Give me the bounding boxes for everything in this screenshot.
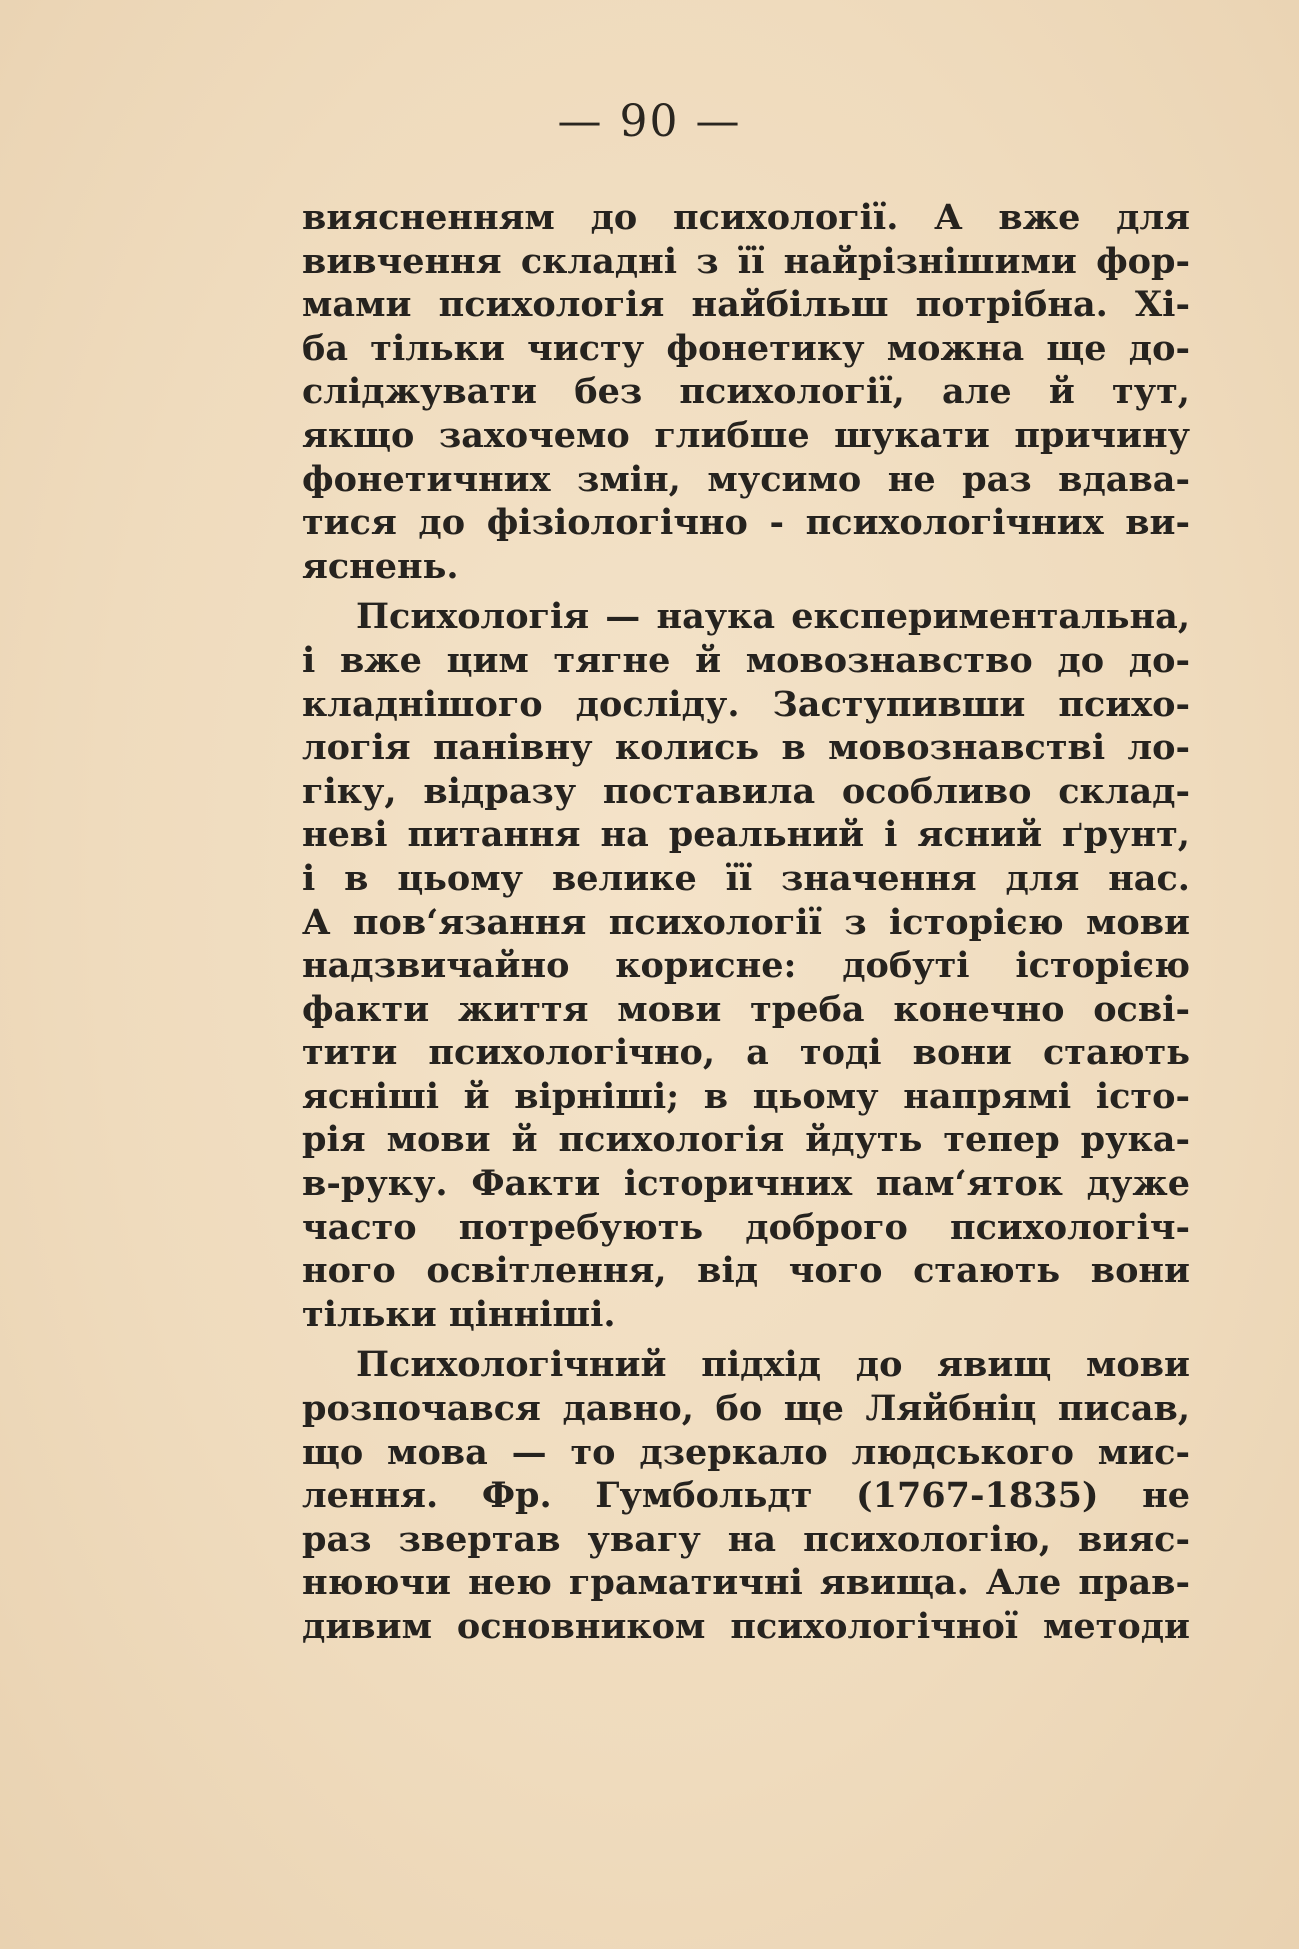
text-line: гіку, відразу поставила особливо склад- xyxy=(302,770,1190,812)
text-line: розпочався давно, бо ще Ляйбніц писав, xyxy=(302,1388,1190,1430)
paragraph-gap xyxy=(302,1336,1190,1343)
text-line: і в цьому велике її значення для нас. xyxy=(302,857,1190,899)
text-line: А пов‘язання психології з історією мови xyxy=(302,901,1190,943)
paragraph-2 xyxy=(302,595,1190,1336)
paragraph-gap xyxy=(302,588,1190,595)
text-line: що мова — то дзеркало людського мис- xyxy=(302,1431,1190,1473)
text-line: лення. Фр. Гумбольдт (1767-1835) не xyxy=(302,1475,1190,1517)
text-line: факти життя мови треба конечно осві- xyxy=(302,988,1190,1030)
text-line: рія мови й психологія йдуть тепер рука- xyxy=(302,1119,1190,1161)
text-line: тити психологічно, а тоді вони стають xyxy=(302,1032,1190,1074)
page-number: — 90 — xyxy=(557,96,742,147)
text-line: тися до фізіологічно - психологічних ви- xyxy=(302,502,1190,544)
text-line: виясненням до психології. А вже для xyxy=(302,197,1190,238)
paragraph-3 xyxy=(302,1343,1190,1648)
text-line: раз звертав увагу на психологію, вияс- xyxy=(302,1518,1190,1560)
text-line: Психологія — наука експериментальна, xyxy=(356,596,1190,638)
text-line: логія панівну колись в мовознавстві ло- xyxy=(302,727,1190,769)
text-line: тільки цінніші. xyxy=(302,1293,616,1335)
text-line: ного освітлення, від чого стають вони xyxy=(302,1250,1190,1292)
text-line: якщо захочемо глибше шукати причину xyxy=(302,414,1190,456)
text-line: мами психологія найбільш потрібна. Хі- xyxy=(302,284,1190,326)
text-line: часто потребують доброго психологіч- xyxy=(302,1206,1190,1248)
text-line: вивчення складні з її найрізнішими фор- xyxy=(302,240,1190,282)
paragraph-1 xyxy=(302,196,1190,588)
text-line: в-руку. Факти історичних пам‘яток дуже xyxy=(302,1163,1190,1205)
text-line: надзвичайно корисне: добуті історією xyxy=(302,945,1190,987)
text-line: дивим основником психологічної методи xyxy=(302,1606,1190,1647)
text-line: кладнішого досліду. Заступивши психо- xyxy=(302,683,1190,725)
text-line: ба тільки чисту фонетику можна ще до- xyxy=(302,327,1190,369)
text-line: неві питання на реальний і ясний ґрунт, xyxy=(302,814,1190,856)
text-line: нюючи нею граматичні явища. Але прав- xyxy=(302,1562,1190,1604)
text-line: і вже цим тягне й мовознавство до до- xyxy=(302,639,1190,681)
text-line: фонетичних змін, мусимо не раз вдава- xyxy=(302,458,1190,500)
text-line: яснень. xyxy=(302,545,459,587)
body-text xyxy=(302,196,1190,1649)
text-line: Психологічний підхід до явищ мови xyxy=(356,1344,1190,1386)
text-line: ясніші й вірніші; в цьому напрямі істо- xyxy=(302,1075,1190,1117)
text-line: сліджувати без психології, але й тут, xyxy=(302,371,1190,413)
